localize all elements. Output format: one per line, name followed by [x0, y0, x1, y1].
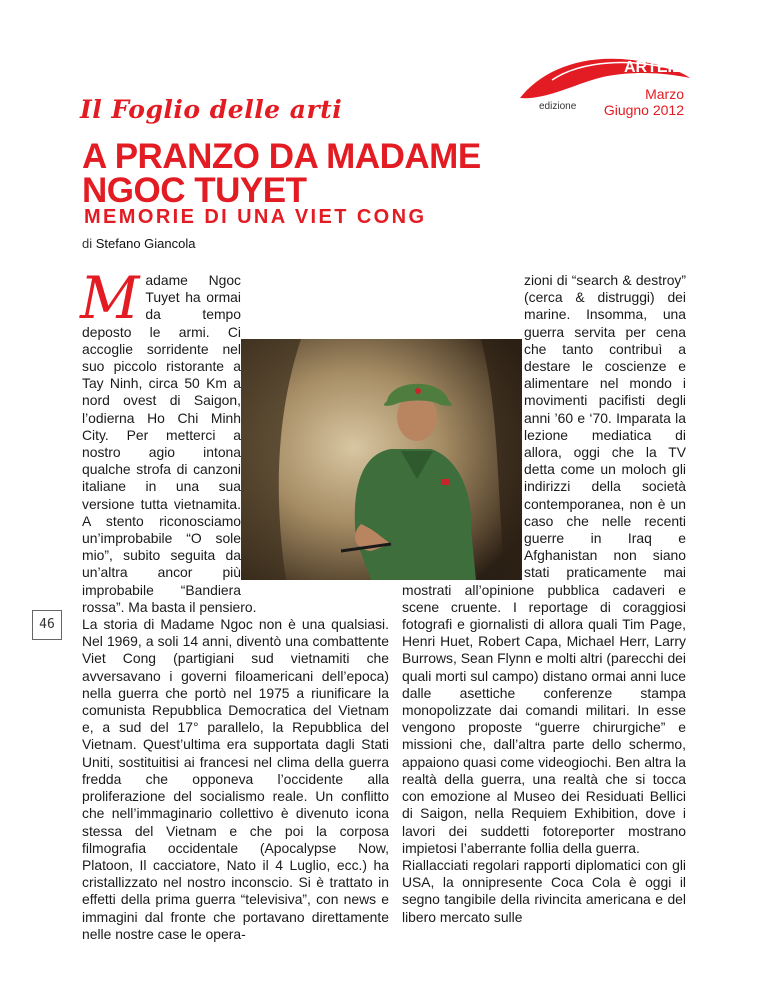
byline	[82, 236, 195, 251]
logo-text: ARTEIL	[624, 59, 682, 76]
article-subtitle: MEMORIE DI UNA VIET CONG	[84, 206, 427, 228]
issue-period: Giugno 2012	[603, 102, 684, 118]
article-photo	[241, 339, 522, 580]
byline-prefix: di	[82, 236, 93, 251]
edition-label: edizione	[539, 101, 577, 112]
article-title	[82, 137, 481, 210]
author-name: Stefano Giancola	[95, 236, 196, 251]
paragraph-history: La storia di Madame Ngoc non è una qualsiasi. Nel 1969, a soli 14 anni, diventò una combattente Viet Cong (partigiani sud vietnamiti che avversavano i governi filoamericani dell’epoca) nella guerra che portò nel 1975 a riunificare la comunista Repubblica Democratica del Vietnam e, a sud del 17° parallelo, la Repubblica del Vietnam. Quest’ultima era supportata dagli Stati Uniti, sostituitisi ai francesi nel clima della guerra fredda che opponeva l’occidente alla proliferazione del socialismo reale. Un conflitto che nell’immaginario collettivo è divenuto icona stessa del Vietnam e che poi la corposa filmografia occidentale (Apocalypse Now, Platoon, Il cacciatore, Nato il 4 Luglio, ecc.) ha cristallizzato nel nostro inconscio. Si è trattato in effetti della prima guerra “televisiva”, con news e immagini dal fronte che portavano direttamente nelle nostre case le opera-	[82, 616, 389, 942]
paragraph-media-text: zioni di “search & destroy” (cerca & distruggi) dei marine. Insomma, una guerra servita per cena che tanto contribuì a destare le coscienze e alimentare nel mondo i movimenti pacifisti degli anni ’60 e ‘70. Imparata la lezione mediatica di allora, oggi che la TV detta come un moloch gli indirizzi della società contemporanea, non è un caso che nelle recenti guerre in Iraq e Afghanistan non siano stati praticamente mai mostrati all’opinione pubblica cadaveri e scene cruente. I reportage di coraggiosi fotografi e giornalisti di allora quali Tim Page, Henri Huet, Robert Capa, Michael Herr, Larry Burrows, Sean Flynn e molti altri (parecchi dei quali morti sul campo) distano ormai anni luce dalle asettiche conferenze stampa monopolizzate dai comandi militari. In esse vengono proposte “guerre chirurgiche” e missioni che, dall’altra parte dello schermo, appaiono quasi come videogiochi. Ben altra la realtà della guerra, una realtà che si tocca con emozione al Museo dei Residuati Bellici di Saigon, nella Requiem Exhibition, dove i lavori dei suddetti fotoreporter mostrano impietosi l’aberrante follia della guerra.	[402, 272, 686, 856]
page-number: 46	[32, 610, 62, 640]
issue-date	[588, 86, 684, 118]
title-line-2: NGOC TUYET	[82, 171, 307, 210]
paragraph-coca-cola: Riallacciati regolari rapporti diplomatici con gli USA, la onnipresente Coca Cola è oggi il segno tangibile della rivincita americana e del libero mercato sulle	[402, 856, 686, 925]
paragraph-intro-text: adame Ngoc Tuyet ha ormai da tempo deposto le armi. Ci accoglie sorridente nel suo piccolo ristorante a Tay Ninh, circa 50 Km a nord ovest di Saigon, l’odierna Ho Chi Minh City. Per metterci a nostro agio intona qualche strofa di canzoni italiane in una sua versione tutta vietnamita. A stento riconosciamo un’improbabile “O sole mio”, subito seguita da un’altra ancor più improbabile “Bandiera rossa”. Ma basta il pensiero.	[82, 272, 257, 615]
issue-month: Marzo	[645, 86, 684, 102]
publication-name: Il Foglio delle arti	[80, 95, 343, 124]
drop-cap: M	[80, 264, 140, 332]
title-line-1: A PRANZO DA MADAME	[82, 137, 481, 176]
